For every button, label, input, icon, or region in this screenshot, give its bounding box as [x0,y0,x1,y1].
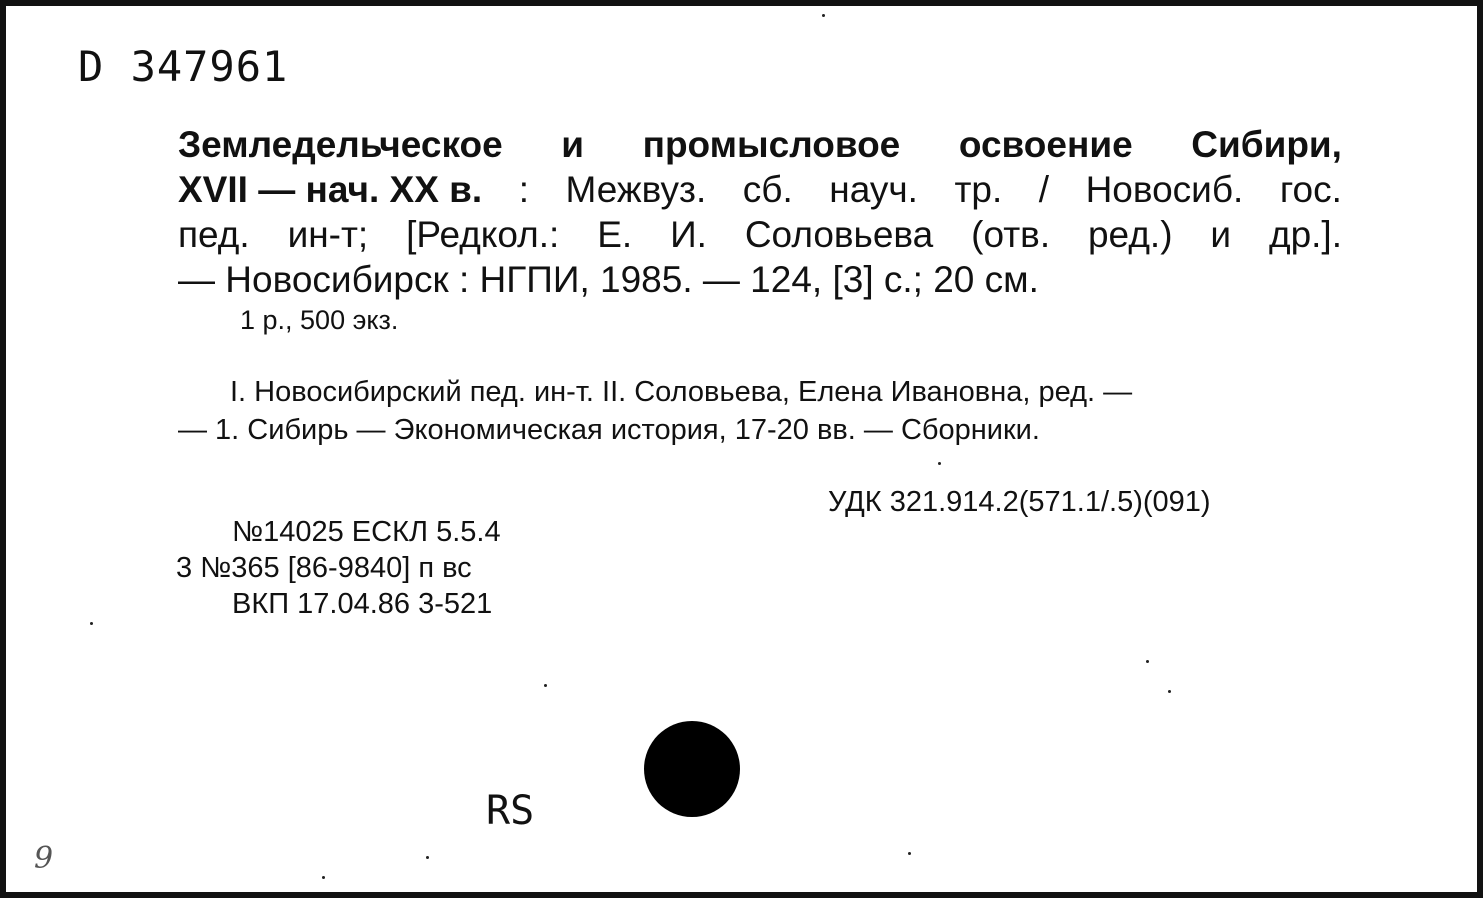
description-word: гос. [1279,169,1342,210]
description-word: Е. [597,214,633,255]
code-line-1: №14025 ЕСКЛ 5.5.4 [232,516,501,548]
price-and-print-run: 1 р., 500 экз. [240,305,399,335]
code-line-2: 3 №365 [86-9840] п вс [176,552,472,584]
description-word: / [1038,169,1050,210]
description-word: науч. [829,169,918,210]
speck [1168,690,1171,693]
speck [938,462,941,465]
description-word: др.]. [1268,214,1342,255]
description-word: : [518,169,529,210]
punch-hole [644,721,740,817]
subject-headings-line: — 1. Сибирь — Экономическая история, 17-20 вв. — Сборники. [178,414,1040,446]
description-line-1 [178,122,1342,167]
description-word: Межвуз. [565,169,707,210]
description-word: [Редкол.: [406,214,560,255]
description-word: Новосиб. [1085,169,1244,210]
code-line-3: ВКП 17.04.86 3-521 [232,588,493,620]
udc-classification: УДК 321.914.2(571.1/.5)(091) [828,486,1211,518]
description-word: ин-т; [287,214,369,255]
speck [90,622,93,625]
title-word: Земледельческое [178,124,503,165]
added-entries-line: I. Новосибирский пед. ин-т. II. Соловьева, Елена Ивановна, ред. — [230,376,1133,408]
speck [426,856,429,859]
speck [322,876,325,879]
description-line-3 [178,212,1342,257]
bibliographic-description [178,122,1342,302]
pencil-mark: 9 [34,841,54,876]
description-word: ред.) [1087,214,1173,255]
title-word: и [561,124,584,165]
title-word: Сибири, [1191,124,1342,165]
title-word: промысловое [642,124,901,165]
speck [908,852,911,855]
description-word: сб. [742,169,793,210]
speck [822,14,825,17]
tracings [178,373,1318,449]
title-dates: XVII — нач. XX в. [178,169,483,210]
description-word: Соловьева [744,214,934,255]
speck [544,684,547,687]
description-word: тр. [954,169,1003,210]
title-word: освоение [958,124,1133,165]
speck [1146,660,1149,663]
description-line-2 [178,167,1342,212]
description-word: (отв. [971,214,1051,255]
description-word: пед. [178,214,250,255]
publication-line: — Новосибирск : НГПИ, 1985. — 124, [3] с.; 20 см. [178,259,1039,300]
call-number: D 347961 [78,42,289,91]
description-word: и [1210,214,1232,255]
processing-codes [176,514,501,622]
rs-stamp: RS [486,788,535,834]
description-word: И. [670,214,707,255]
